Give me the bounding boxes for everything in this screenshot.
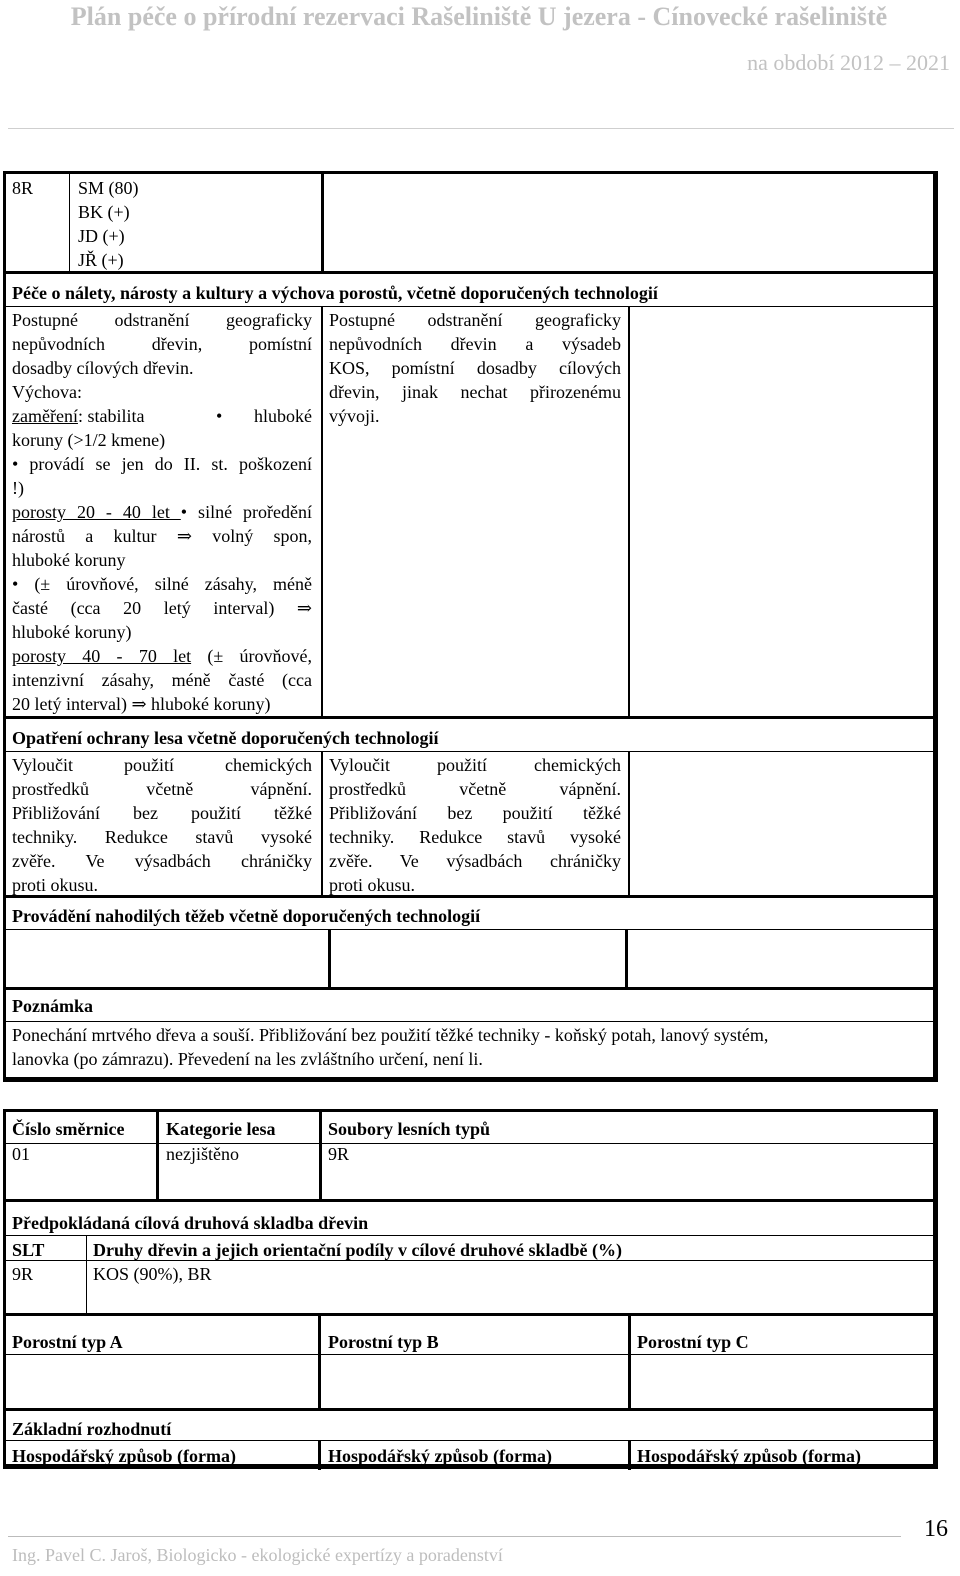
directive-number-value: 01	[12, 1144, 30, 1164]
forest-category-header: Kategorie lesa	[166, 1119, 276, 1139]
divider	[319, 1112, 322, 1200]
divider	[6, 1143, 933, 1144]
care-plan-table	[3, 171, 938, 1082]
management-form-a: Hospodářský způsob (forma)	[12, 1446, 237, 1466]
document-period: na období 2012 – 2021	[747, 50, 950, 75]
divider	[318, 1440, 321, 1470]
divider	[321, 306, 323, 717]
divider	[6, 1235, 933, 1236]
slt-value: 9R	[12, 1264, 34, 1284]
protection-heading: Opatření ochrany lesa včetně doporučených technologií	[12, 728, 439, 748]
random-felling-heading: Provádění nahodilých těžeb včetně doporučených technologií	[12, 906, 481, 926]
forest-types-value: 9R	[328, 1144, 350, 1164]
divider	[321, 751, 323, 896]
divider	[156, 1112, 159, 1200]
footer-divider	[8, 1536, 901, 1537]
care-heading: Péče o nálety, nárosty a kultury a výchova porostů, včetně doporučených technologií	[12, 283, 658, 303]
forest-types-header: Soubory lesních typů	[328, 1119, 491, 1139]
page-number: 16	[924, 1516, 948, 1542]
stand-type-c: Porostní typ C	[637, 1332, 749, 1352]
divider	[6, 1408, 933, 1411]
stand-type-b: Porostní typ B	[328, 1332, 439, 1352]
note-heading: Poznámka	[12, 996, 93, 1016]
divider	[318, 1313, 321, 1410]
divider	[6, 1440, 933, 1441]
species-share-value: KOS (90%), BR	[93, 1264, 212, 1284]
slt-code: 8R	[12, 178, 34, 198]
management-form-b: Hospodářský způsob (forma)	[328, 1446, 553, 1466]
species-item: JD (+)	[78, 226, 125, 246]
divider	[628, 1440, 631, 1470]
protection-left-text: Vyloučit použití chemických prostředků včetně vápnění. Přibližování bez použití těžké techniky. Redukce stavů vysoké zvěře. Ve výsadbách chráničky proti okusu.	[12, 755, 312, 895]
basic-decision-heading: Základní rozhodnutí	[12, 1419, 172, 1439]
document-title: Plán péče o přírodní rezervaci Rašeliniště U jezera - Cínovecké rašeliniště	[70, 2, 888, 31]
divider	[6, 306, 933, 307]
species-list	[78, 176, 139, 272]
stand-type-a: Porostní typ A	[12, 1332, 123, 1352]
header-divider	[8, 128, 954, 129]
divider	[69, 174, 70, 273]
divider	[6, 1199, 933, 1202]
divider	[6, 929, 933, 930]
divider	[86, 1235, 87, 1314]
divider	[6, 271, 933, 274]
divider	[628, 751, 630, 896]
management-form-c: Hospodářský způsob (forma)	[637, 1446, 862, 1466]
note-text: Ponechání mrtvého dřeva a souší. Přibližování bez použití těžké techniky - koňský potah, lanový systém, lanovka (po zámrazu). Převedení na les zvláštního určení, není li.	[12, 1025, 769, 1069]
slt-header: SLT	[12, 1240, 45, 1260]
care-right-text: Postupné odstranění geograficky nepůvodních dřevin a výsadeb KOS, pomístní dosadby cílových dřevin, jinak nechat přirozenému vývoji.	[329, 310, 621, 426]
divider	[328, 929, 331, 989]
divider	[628, 1313, 631, 1410]
divider	[321, 174, 324, 273]
divider	[628, 306, 630, 717]
divider	[6, 1021, 933, 1022]
footer-author: Ing. Pavel C. Jaroš, Biologicko - ekologické expertízy a poradenství	[12, 1545, 503, 1565]
care-left-text: Postupné odstranění geograficky nepůvodních dřevin, pomístní dosadby cílových dřevin. Výchova: zaměření: stabilita • hluboké koruny (>1/2 kmene) • provádí se jen do II. st. poškození !) porosty 20 - 40 let • silné proředění nárostů a kultur ⇒ volný spon, hluboké koruny • (± úrovňové, silné zásahy, méně časté (cca 20 letý interval) ⇒ hluboké koruny) porosty 40 - 70 let (± úrovňové, intenzivní zásahy, méně časté (cca 20 letý interval) ⇒ hluboké koruny)	[12, 310, 312, 714]
forest-category-value: nezjištěno	[166, 1144, 239, 1164]
divider	[6, 751, 933, 752]
divider	[6, 1313, 933, 1316]
species-share-header: Druhy dřevin a jejich orientační podíly v cílové druhové skladbě (%)	[93, 1240, 623, 1260]
target-composition-table	[3, 1109, 938, 1469]
target-composition-heading: Předpokládaná cílová druhová skladba dřevin	[12, 1213, 369, 1233]
protection-right-text: Vyloučit použití chemických prostředků včetně vápnění. Přibližování bez použití těžké techniky. Redukce stavů vysoké zvěře. Ve výsadbách chráničky proti okusu.	[329, 755, 621, 895]
directive-number-header: Číslo směrnice	[12, 1119, 125, 1139]
species-item: JŘ (+)	[78, 250, 124, 270]
divider	[6, 1354, 933, 1355]
species-item: BK (+)	[78, 202, 130, 222]
species-item: SM (80)	[78, 178, 139, 198]
divider	[6, 987, 933, 990]
divider	[625, 929, 628, 989]
divider	[6, 716, 933, 719]
